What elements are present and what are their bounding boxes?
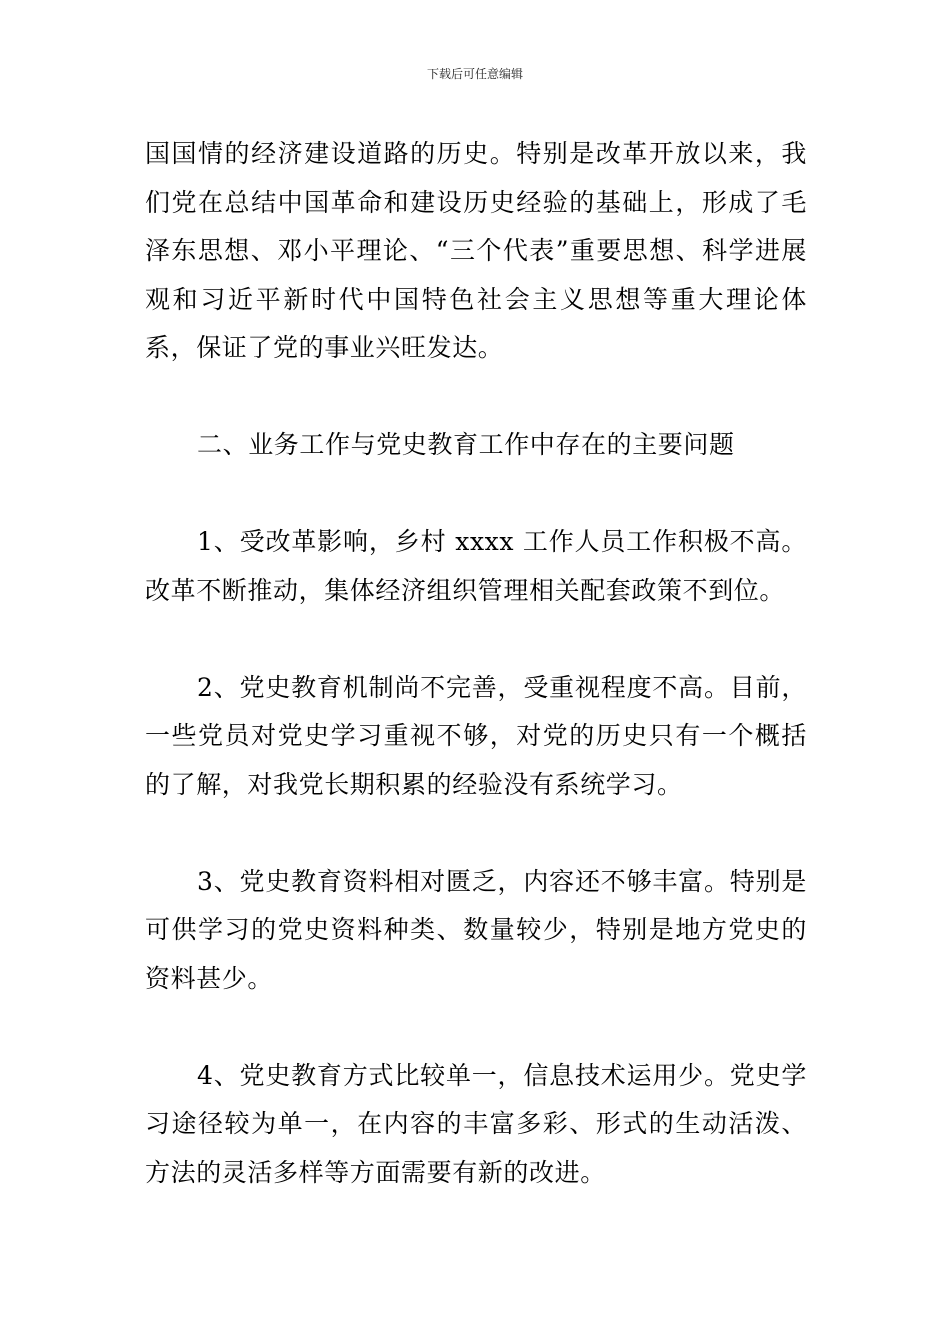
page-header: 下载后可任意编辑 xyxy=(426,67,523,81)
paragraph-continuation: 国国情的经济建设道路的历史。特别是改革开放以来，我们党在总结中国革命和建设历史经验的基础上，形成了毛泽东思想、邓小平理论、“三个代表”重要思想、科学进展观和习近平新时代中国特色社会主义思想等重大理论体系，保证了党的事业兴旺发达。 xyxy=(145,139,807,362)
paragraph-item-4: 4、党史教育方式比较单一，信息技术运用少。党史学习途径较为单一，在内容的丰富多彩、形式的生动活泼、方法的灵活多样等方面需要有新的改进。 xyxy=(145,1060,807,1187)
document-body xyxy=(145,130,807,1197)
section-heading: 二、业务工作与党史教育工作中存在的主要问题 xyxy=(197,430,735,459)
paragraph-item-2: 2、党史教育机制尚不完善，受重视程度不高。目前，一些党员对党史学习重视不够，对党的历史只有一个概括的了解，对我党长期积累的经验没有系统学习。 xyxy=(145,672,807,799)
paragraph-item-3: 3、党史教育资料相对匮乏，内容还不够丰富。特别是可供学习的党史资料种类、数量较少，特别是地方党史的资料甚少。 xyxy=(145,866,807,993)
paragraph-item-1: 1、受改革影响，乡村 xxxx 工作人员工作积极不高。改革不断推动，集体经济组织管理相关配套政策不到位。 xyxy=(145,527,807,605)
